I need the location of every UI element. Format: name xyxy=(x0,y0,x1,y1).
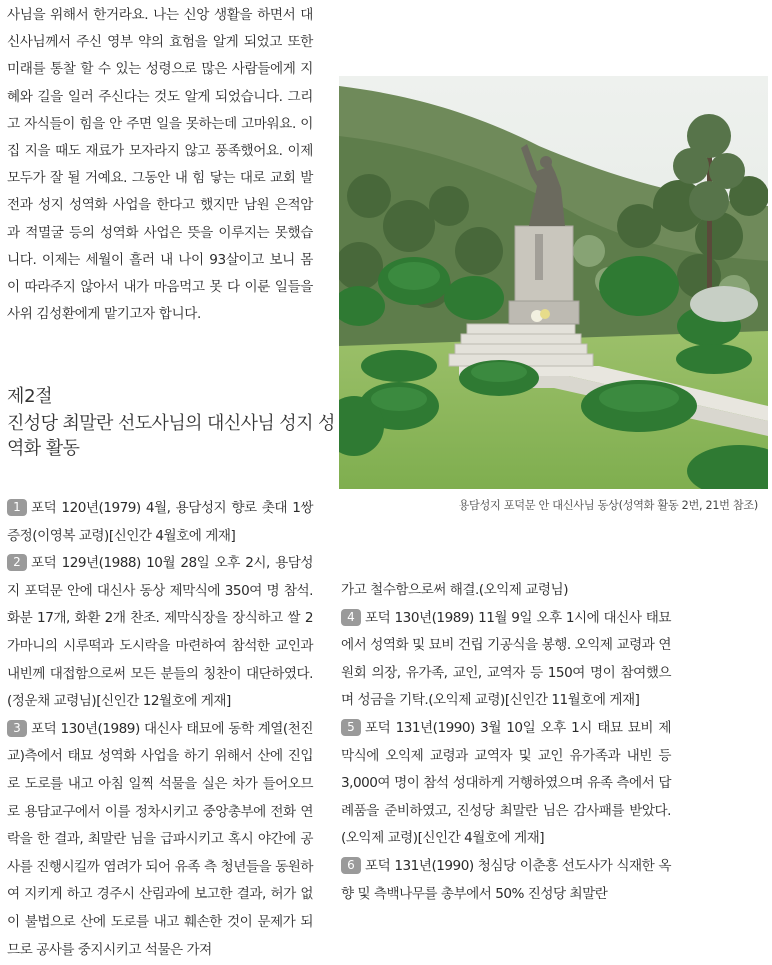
section-title: 진성당 최말란 선도사님의 대신사님 성지 성역화 활동 xyxy=(7,413,335,459)
list-item xyxy=(341,605,671,715)
statue-photo xyxy=(339,76,768,489)
item-text: 포덕 120년(1979) 4월, 용담성지 향로 촛대 1쌍 증정(이영복 교령)[신인간 4월호에 게재] xyxy=(7,500,313,544)
item-number-badge: 5 xyxy=(341,719,361,736)
item-number-badge: 6 xyxy=(341,857,361,874)
list-item xyxy=(341,853,671,908)
intro-paragraph: 사님을 위해서 한거라요. 나는 신앙 생활을 하면서 대신사님께서 주신 영부 약의 효험을 알게 되었고 또한 미래를 통찰 할 수 있는 성령으로 많은 사람들에게 지혜와 길을 일러 주신다는 것도 알게 되었습니다. 그리고 자식들이 힘을 안 주면 일을 못하는데 고마워요. 이 집 지을 때도 재료가 모자라지 않고 풍족했어요. 이제 모두가 잘 될 거예요. 그동안 내 힘 닿는 대로 교회 발전과 성지 성역화 사업을 한다고 했지만 남원 은적암과 적멸굴 등의 성역화 사업은 뜻을 이루지는 못했습니다. 이제는 세월이 흘러 내 나이 93살이고 보니 몸이 따라주지 않아서 내가 마음먹고 못 다 이룬 일들을 사위 김성환에게 맡기고자 합니다. xyxy=(7,7,313,323)
item-text: 포덕 130년(1989) 11월 9일 오후 1시에 대신사 태묘에서 성역화 및 묘비 건립 기공식을 봉행. 오익제 교령과 연원회 의장, 유가족, 교인, 교역자 등 150여 명이 참여했으며 성금을 기탁.(오익제 교령)[신인간 11월호에 게재] xyxy=(341,609,671,709)
item-text: 포덕 129년(1988) 10월 28일 오후 2시, 용담성지 포덕문 안에 대신사 동상 제막식에 350여 명 참석. 화분 17개, 화환 2개 찬조. 제막식장을 장식하고 쌀 2가마니의 시루떡과 도시락을 마련하여 참석한 교인과 내빈께 대접함으로써 모든 분들의 칭찬이 대단하였다. (정운채 교령님)[신인간 12월호에 게재] xyxy=(7,555,313,710)
list-item-continued xyxy=(341,577,671,605)
item-number-badge: 4 xyxy=(341,609,361,626)
item-text: 포덕 130년(1989) 대신사 태묘에 동학 계열(천진교)측에서 태묘 성역화 사업을 하기 위해서 산에 진입로 도로를 내고 아침 일찍 석물을 실은 차가 들어오므로 용담교구에서 이를 정차시키고 중앙총부에 전화 연락을 한 결과, 최말란 님을 급파시키고 혹시 야간에 공사를 진행시킬까 염려가 되어 유족 측 청년들을 동원하여 지키게 하고 경주시 산림과에 보고한 결과, 허가 없이 불법으로 산에 도로를 내고 훼손한 것이 문제가 되므로 공사를 중지시키고 석물은 가져 xyxy=(7,720,313,958)
photo-caption: 용담성지 포덕문 안 대신사님 동상(성역화 활동 2번, 21번 참조) xyxy=(458,499,758,512)
list-item xyxy=(7,716,313,964)
item-number-badge: 1 xyxy=(7,499,27,516)
item-number-badge: 2 xyxy=(7,554,27,571)
item-text: 포덕 131년(1990) 3월 10일 오후 1시 태묘 묘비 제막식에 오익제 교령과 교역자 및 교인 유가족과 내빈 등 3,000여 명이 참석 성대하게 거행하였으며 유족 측에서 답례품을 준비하였고, 진성당 최말란 님은 감사패를 받았다.(오익제 교령)[신인간 4월호에 게재] xyxy=(341,719,671,847)
item-text: 가고 철수함으로써 해결.(오익제 교령님) xyxy=(341,582,568,598)
section-heading xyxy=(7,385,337,461)
item-text: 포덕 131년(1990) 청심당 이춘흥 선도사가 식재한 옥향 및 측백나무를 총부에서 50% 진성당 최말란 xyxy=(341,857,671,902)
activity-list-right xyxy=(341,577,671,908)
statue-photo-illustration xyxy=(339,76,768,489)
list-item xyxy=(7,550,313,716)
activity-list-left xyxy=(7,495,313,964)
section-number: 제2절 xyxy=(7,386,53,407)
list-item xyxy=(7,495,313,550)
item-number-badge: 3 xyxy=(7,720,27,737)
list-item xyxy=(341,715,671,853)
